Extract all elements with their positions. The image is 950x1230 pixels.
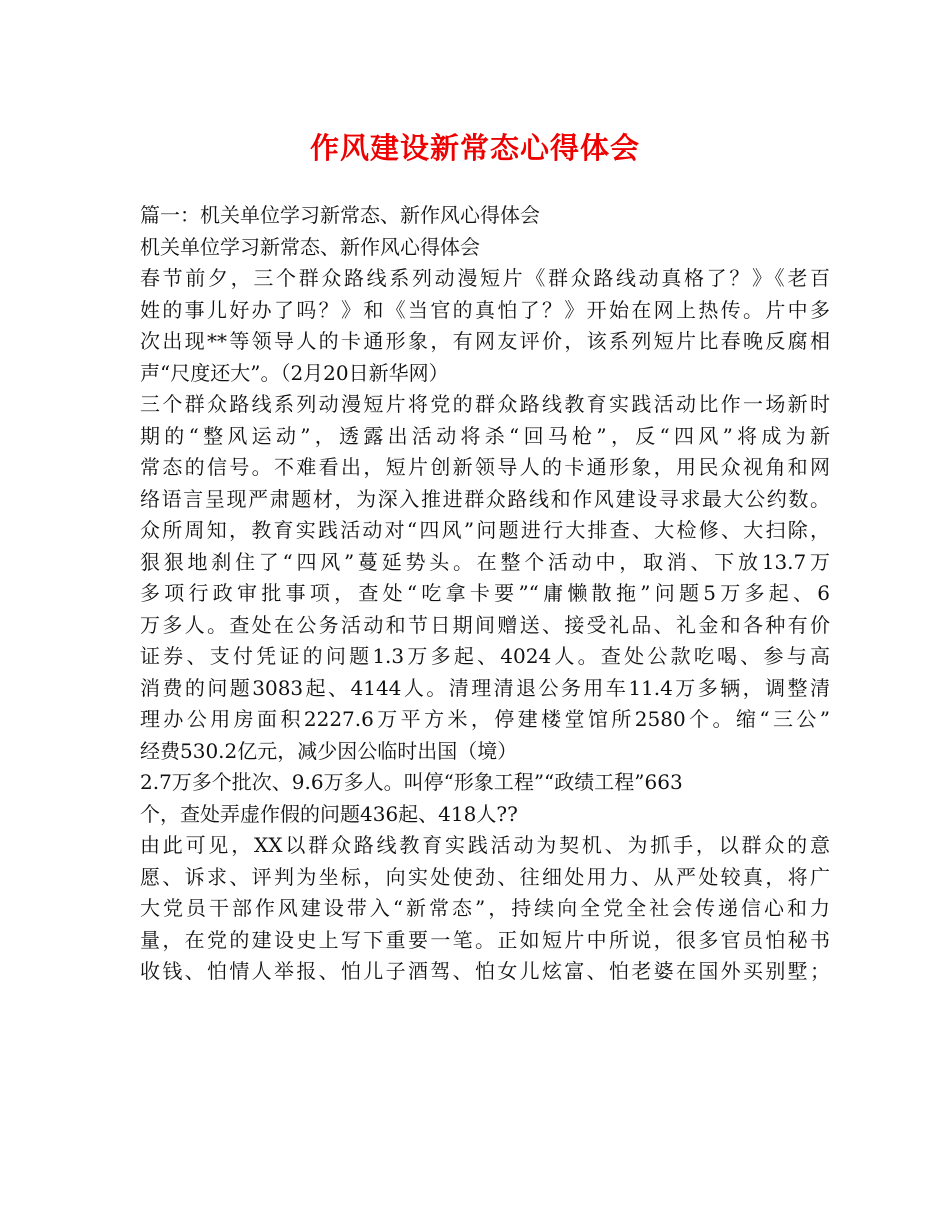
paragraph-line: 姓的事儿好办了吗？》和《当官的真怕了？》开始在网上热传。片中多	[140, 297, 830, 322]
paragraph-line: 收钱、怕情人举报、怕儿子酒驾、怕女儿炫富、怕老婆在国外买别墅；	[140, 959, 830, 983]
paragraph-line: 证券、支付凭证的问题1.3万多起、4024人。查处公款吃喝、参与高	[140, 644, 830, 668]
paragraph-line: 声“尺度还大”。（2月20日新华网）	[140, 360, 449, 385]
paragraph-line: 理办公用房面积2227.6万平方米，停建楼堂馆所2580个。缩“三公”	[140, 707, 830, 731]
paragraph-line: 春节前夕，三个群众路线系列动漫短片《群众路线动真格了？》《老百	[140, 266, 830, 290]
paragraph-line: 由此可见，XX以群众路线教育实践活动为契机、为抓手，以群众的意	[140, 833, 830, 857]
paragraph-line: 期的“整风运动”，透露出活动将杀“回马枪”，反“四风”将成为新	[140, 423, 830, 448]
paragraph-line: 狠狠地刹住了“四风”蔓延势头。在整个活动中，取消、下放13.7万	[140, 549, 830, 574]
paragraph-line: 三个群众路线系列动漫短片将党的群众路线教育实践活动比作一场新时	[140, 392, 830, 416]
paragraph-line: 大党员干部作风建设带入“新常态”，持续向全党全社会传递信心和力	[140, 896, 830, 920]
paragraph-line: 多项行政审批事项，查处“吃拿卡要”“庸懒散拖”问题5万多起、6	[140, 581, 830, 605]
section-heading: 篇一：机关单位学习新常态、新作风心得体会	[140, 203, 540, 227]
paragraph-line: 次出现**等领导人的卡通形象，有网友评价，该系列短片比春晚反腐相	[140, 329, 830, 353]
paragraph-line: 2.7万多个批次、9.6万多人。叫停“形象工程”“政绩工程”663	[140, 770, 683, 794]
paragraph-line: 量，在党的建设史上写下重要一笔。正如短片中所说，很多官员怕秘书	[140, 927, 830, 952]
paragraph-line: 愿、诉求、评判为坐标，向实处使劲、往细处用力、从严处较真，将广	[140, 864, 830, 889]
paragraph-line: 众所周知，教育实践活动对“四风”问题进行大排查、大检修、大扫除，	[140, 518, 830, 542]
paragraph-line: 常态的信号。不难看出，短片创新领导人的卡通形象，用民众视角和网	[140, 455, 830, 479]
paragraph-line: 个，查处弄虚作假的问题436起、418人??	[140, 801, 518, 826]
paragraph-line: 络语言呈现严肃题材，为深入推进群众路线和作风建设寻求最大公约数。	[140, 486, 830, 511]
paragraph-line: 消费的问题3083起、4144人。清理清退公务用车11.4万多辆，调整清	[140, 675, 830, 700]
paragraph-line: 经费530.2亿元，减少因公临时出国（境）	[140, 738, 518, 763]
document-body	[140, 200, 830, 988]
article-title-line: 机关单位学习新常态、新作风心得体会	[140, 234, 480, 259]
paragraph-line: 万多人。查处在公务活动和节日期间赠送、接受礼品、礼金和各种有价	[140, 612, 830, 637]
document-title: 作风建设新常态心得体会	[309, 131, 640, 165]
